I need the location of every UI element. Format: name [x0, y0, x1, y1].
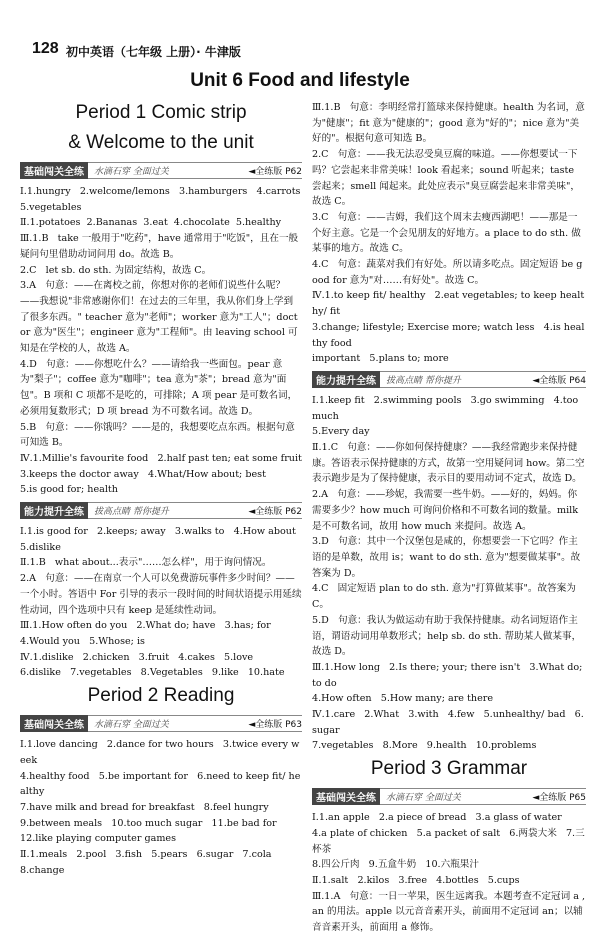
page-header: [0, 0, 600, 59]
banner-slogan: 水滴石穿 全面过关: [386, 793, 461, 804]
right-column: [312, 100, 586, 934]
banner-tag: 基础闯关全练: [20, 162, 88, 179]
answers-p1-advanced: Ⅰ.1.is good for 2.keeps; away 3.walks to 4.How about 5.dislike Ⅱ.1.B what about...表示"……怎么样"，用于询问情况。 2.A 句意：——在南京一个人可以免费游玩事件多少时间？——一个小时。答语中 For 引导的表示一段时间的时间状语提示用延续性动词，四个选项中只有 keep 是延续性动词。 Ⅲ.1.How often do you 2.What do; have 3.has; for 4.Would you 5.Whose; is Ⅳ.1.dislike 2.chicken 3.fruit 4.cakes 5.love 6.dislike 7.vegetables 8.Vegetables 9.like 10.hate: [20, 526, 302, 679]
answers-p1-basic: Ⅰ.1.hungry 2.welcome/lemons 3.hamburgers 4.carrots 5.vegetables Ⅱ.1.potatoes 2.Bananas 3.eat 4.chocolate 5.healthy Ⅲ.1.B take 一般用于"吃药"，have 通常用于"吃饭"，且在一般疑问句里借助动词问用 do。故选 B。 2.C let sb. do sth. 为固定结构，故选 C。 3.A 句意：——在离校之前，你想对你的老师们说些什么呢？——我想说"非常感谢你们！在过去的三年里，我从你们身上学到了很多东西。" teacher 意为"老师"；worker 意为"工人"；doctor 意为"医生"；engineer 意为"工程师"。由 leaving school 可知是在学校的人，故选 A。 4.D 句意：——你想吃什么？——请给我一些面包。pear 意为"梨子"；coffee 意为"咖啡"；tea 意为"茶"；bread 意为"面包"。B 项和 C 项都不是吃的，可排除；A 项 pear 是可数名词，必须用复数形式；D 项 bread 为不可数名词。故选 D。 5.B 句意：——你饿吗？——是的，我想要吃点东西。根据句意可知选 B。 Ⅳ.1.Millie's favourite food 2.half past ten; eat some fruit 3.keeps the doctor away 4.What/How about; best 5.is good for; health: [20, 186, 302, 496]
banner-tag: 能力提升全练: [20, 502, 88, 519]
banner-page-ref: ◄全练版 P62: [248, 167, 302, 177]
section-banner-basic: [20, 162, 302, 179]
banner-slogan: 水滴石穿 全面过关: [94, 167, 169, 177]
banner-page-ref: ◄全练版 P62: [248, 507, 302, 518]
banner-page-ref: ◄全练版 P65: [532, 793, 586, 804]
unit-title: Unit 6 Food and lifestyle: [190, 70, 410, 91]
left-column: [20, 98, 302, 884]
period3-title: Period 3 Grammar: [370, 758, 528, 780]
section-banner-advanced: [20, 502, 302, 519]
banner-page-ref: ◄全练版 P63: [248, 720, 302, 731]
banner-slogan: 拔高点睛 帮你提升: [386, 375, 461, 386]
banner-slogan: 水滴石穿 全面过关: [94, 720, 169, 731]
banner-slogan: 拔高点睛 帮你提升: [94, 507, 169, 518]
banner-tag: 基础闯关全练: [20, 715, 88, 732]
period2-title: Period 2 Reading: [87, 685, 235, 707]
banner-page-ref: ◄全练版 P64: [532, 375, 586, 386]
answers-p2-basic: Ⅰ.1.love dancing 2.dance for two hours 3.twice every week 4.healthy food 5.be important for 6.need to keep fit/ healthy 7.have milk and bread for breakfast 8.feel hungry 9.between meals 10.too much sugar 11.be bad for 12.like playing computer games Ⅱ.1.meals 2.pool 3.fish 5.pears 6.sugar 7.cola 8.change: [20, 739, 301, 876]
answers-p2-continued: Ⅲ.1.B 句意：李明经常打篮球来保持健康。health 为名词，意为"健康"；fit 意为"健康的"；good 意为"好的"；nice 意为"美好的"。根据句意可知选 B。 2.C 句意：——我无法忍受臭豆腐的味道。——你想要试一下吗？它尝起来非常美味！look 看起来；sound 听起来；taste 尝起来；smell 闻起来。此处应表示"臭豆腐尝起来非常美味"，故选 C。 3.C 句意：——吉姆，我们这个周末去瘦西湖吧！——那是一个好主意。它是一个会见朋友的好地方。a place to do sth. 做某事的地方。故选 C。 4.C 句意：蔬菜对我们有好处。所以请多吃点。固定短语 be good for 意为"对……有好处"。故选 C。 Ⅳ.1.to keep fit/ healthy 2.eat vegetables; to keep healthy/ fit 3.change; lifestyle; Exercise more; watch less 4.is healthy food important 5.plans to; more: [312, 102, 585, 365]
section-banner-advanced: [312, 371, 586, 388]
banner-tag: 基础闯关全练: [312, 788, 380, 805]
section-banner-basic: [20, 715, 302, 732]
answers-p2-advanced: Ⅰ.1.keep fit 2.swimming pools 3.go swimming 4.too much 5.Every day Ⅱ.1.C 句意：——你如何保持健康？——我经常跑步来保持健康。答语表示保持健康的方式，故第一空用疑问词 how。第二空表示跑步是为了保持健康，表示目的要用动词不定式，故选 D。 2.A 句意：——珍妮，我需要一些牛奶。——好的，妈妈。你需要多少？how much 可询问价格和不可数名词的数量。milk 是不可数名词，故用 how much 来提问。故选 A。 3.D 句意：其中一个汉堡包是咸的，你想要尝一下它吗？作主语的是单数，故用 is；want to do sth. 意为"想要做某事"。故答案为 D。 4.C 固定短语 plan to do sth. 意为"打算做某事"。故答案为 C。 5.D 句意：我认为做运动有助于我保持健康。动名词短语作主语，谓语动词用单数形式；help sb. do sth. 帮助某人做某事，故选 D。 Ⅲ.1.How long 2.Is there; your; there isn't 3.What do; to do 4.How often 5.How many; are there Ⅳ.1.care 2.What 3.with 4.few 5.unhealthy/ bad 6.sugar 7.vegetables 8.More 9.health 10.problems: [312, 394, 585, 752]
banner-tag: 能力提升全练: [312, 371, 380, 388]
book-title: 初中英语（七年级 上册）· 牛津版: [66, 45, 241, 59]
period1-subtitle: & Welcome to the unit: [68, 132, 254, 153]
page-number: 128: [32, 40, 59, 57]
answers-p3-basic: Ⅰ.1.an apple 2.a piece of bread 3.a glass of water 4.a plate of chicken 5.a packet of salt 6.两袋大米 7.三杯茶 8.四公斤肉 9.五盒牛奶 10.六瓶果汁 Ⅱ.1.salt 2.kilos 3.free 4.bottles 5.cups Ⅲ.1.A 句意：一日一苹果，医生远离我。本题考查不定冠词 a ,an 的用法。apple 以元音音素开头，前面用不定冠词 an；以辅音音素开头，前面用 a 修饰。: [312, 812, 586, 934]
period1-title: Period 1 Comic strip: [75, 102, 247, 123]
section-banner-basic: [312, 788, 586, 805]
